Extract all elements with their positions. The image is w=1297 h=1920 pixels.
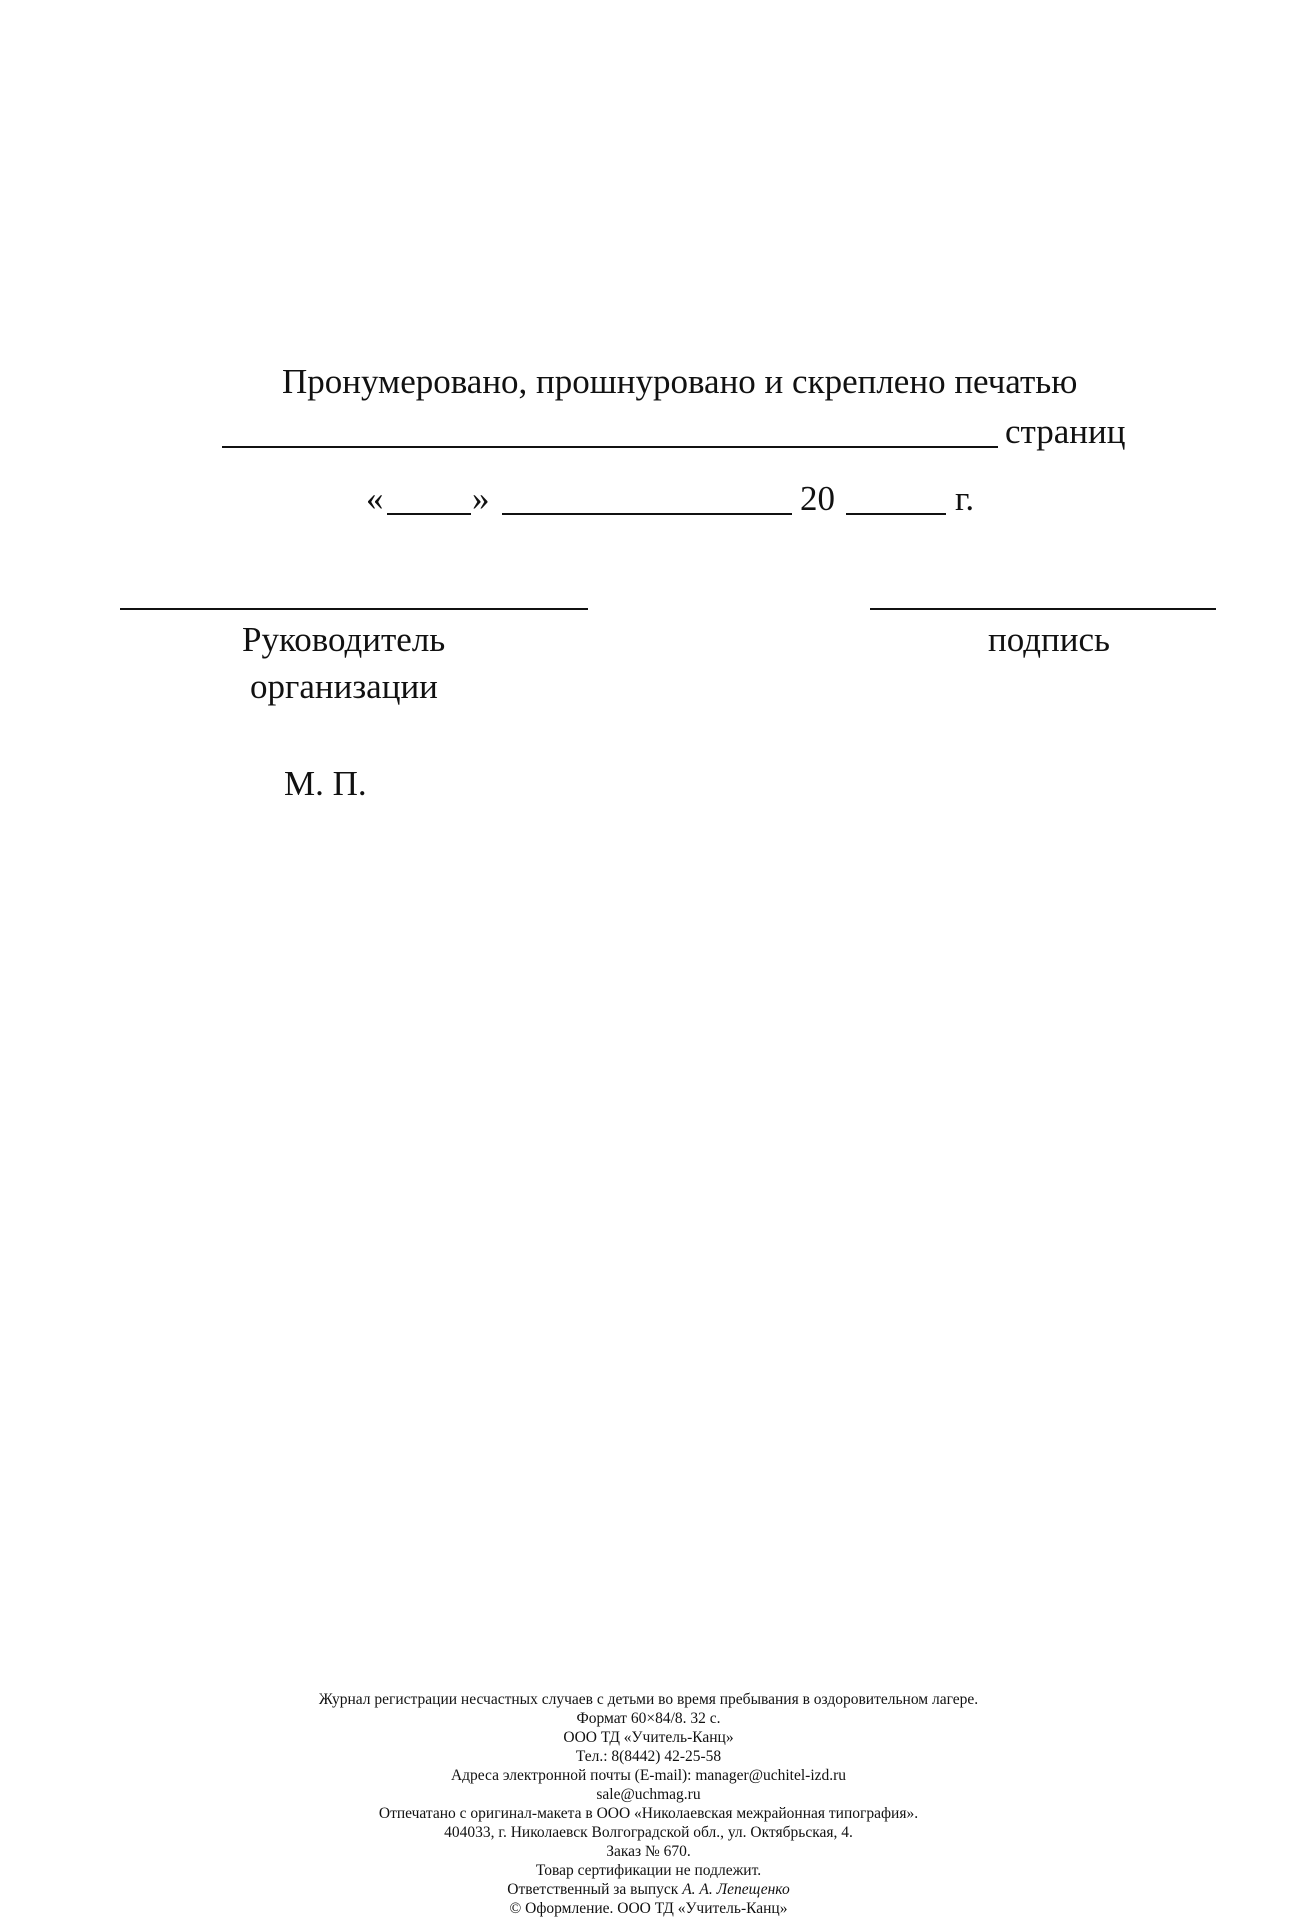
pages-count-line: [222, 446, 998, 448]
imprint-address: 404033, г. Николаевск Волгоградской обл., ул. Октябрьская, 4.: [444, 1824, 853, 1841]
date-year-line: [846, 513, 946, 515]
imprint-printed-by: Отпечатано с оригинал-макета в ООО «Николаевская межрайонная типография».: [378, 1805, 919, 1822]
imprint-email2: sale@uchmag.ru: [596, 1786, 701, 1803]
certification-heading: Пронумеровано, прошнуровано и скреплено печатью: [282, 362, 1078, 401]
date-open-quote: «: [366, 479, 384, 518]
date-close-quote: »: [472, 479, 490, 518]
imprint-phone: Тел.: 8(8442) 42-25-58: [575, 1748, 722, 1765]
imprint-title: Журнал регистрации несчастных случаев с детьми во время пребывания в оздоровительном лагере.: [318, 1691, 979, 1708]
pages-suffix: страниц: [1005, 412, 1126, 451]
imprint-block: [0, 1690, 1297, 1918]
head-label-line1: Руководитель: [242, 620, 446, 659]
imprint-responsible: [0, 1880, 1297, 1899]
imprint-certification-note: Товар сертификации не подлежит.: [535, 1862, 762, 1879]
imprint-format: Формат 60×84/8. 32 с.: [576, 1710, 721, 1727]
imprint-responsible-name: А. А. Лепещенко: [682, 1881, 790, 1898]
date-month-line: [502, 513, 792, 515]
imprint-publisher: ООО ТД «Учитель-Канц»: [563, 1729, 734, 1746]
imprint-design: © Оформление. ООО ТД «Учитель-Канц»: [509, 1900, 788, 1917]
imprint-responsible-label: Ответственный за выпуск: [507, 1881, 679, 1898]
head-signature-line: [120, 608, 588, 610]
head-label-line2: организации: [250, 667, 438, 706]
imprint-order: Заказ № 670.: [606, 1843, 691, 1860]
stamp-place-label: М. П.: [284, 764, 367, 803]
signature-line: [870, 608, 1216, 610]
date-year-prefix: 20: [800, 479, 835, 518]
date-day-line: [387, 513, 471, 515]
imprint-email-line: Адреса электронной почты (E-mail): manager@uchitel-izd.ru: [450, 1767, 847, 1784]
signature-label: подпись: [988, 620, 1110, 659]
date-year-suffix: г.: [955, 479, 975, 518]
